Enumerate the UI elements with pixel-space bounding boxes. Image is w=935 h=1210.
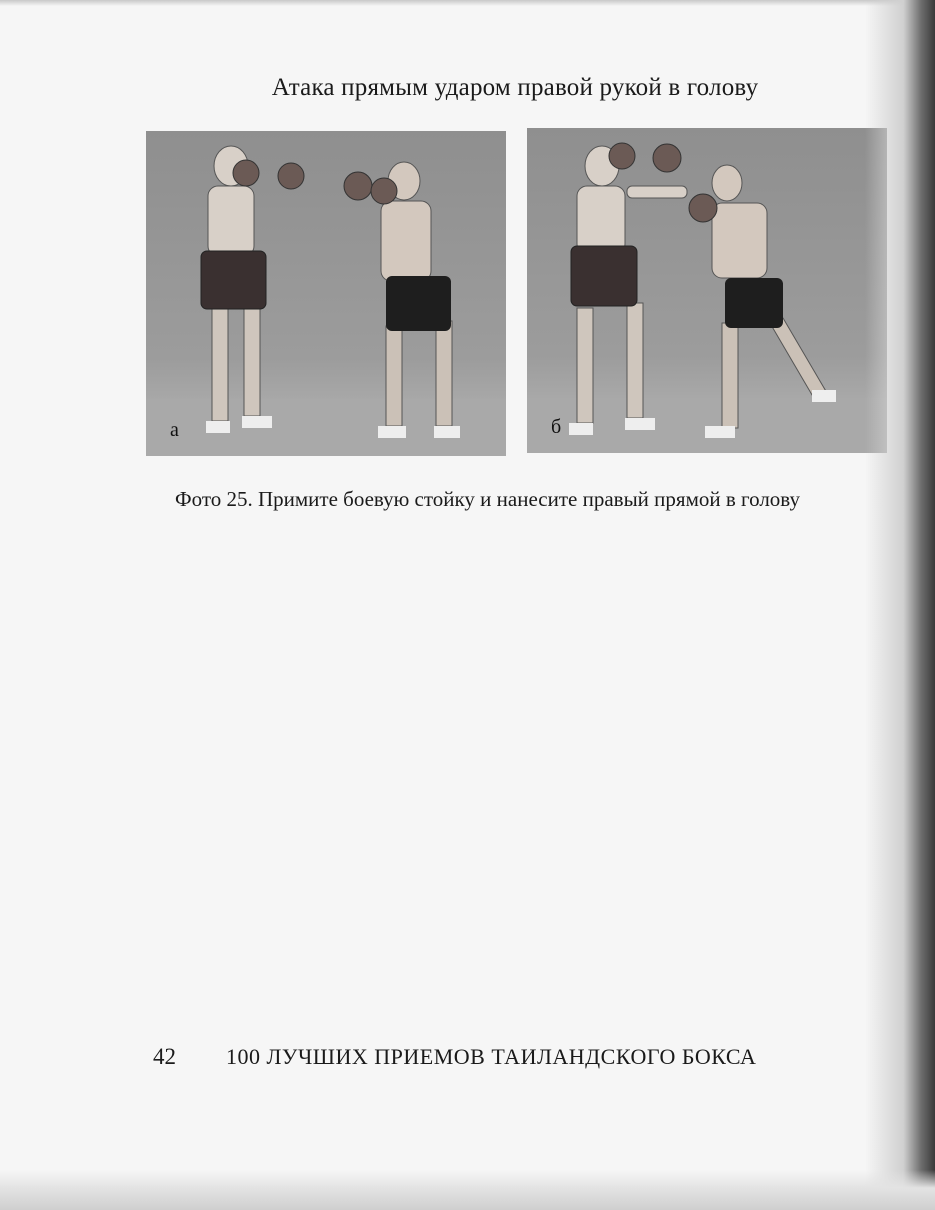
photo-b	[527, 128, 887, 453]
photo-a	[146, 131, 506, 456]
page-right-shadow	[865, 0, 935, 1210]
section-heading: Атака прямым ударом правой рукой в голову	[271, 74, 759, 101]
photo-a-illustration	[146, 131, 506, 456]
page-top-shadow	[0, 0, 935, 6]
photo-b-illustration	[527, 128, 887, 453]
photo-b-label: б	[551, 416, 562, 438]
photo-a-label: а	[170, 419, 179, 441]
page-number: 42	[153, 1044, 176, 1069]
photo-caption: Фото 25. Примите боевую стойку и нанесите правый прямой в голову	[175, 487, 800, 511]
page-bottom-shadow	[0, 1170, 935, 1210]
running-footer-title: 100 ЛУЧШИХ ПРИЕМОВ ТАИЛАНДСКОГО БОКСА	[226, 1044, 757, 1069]
